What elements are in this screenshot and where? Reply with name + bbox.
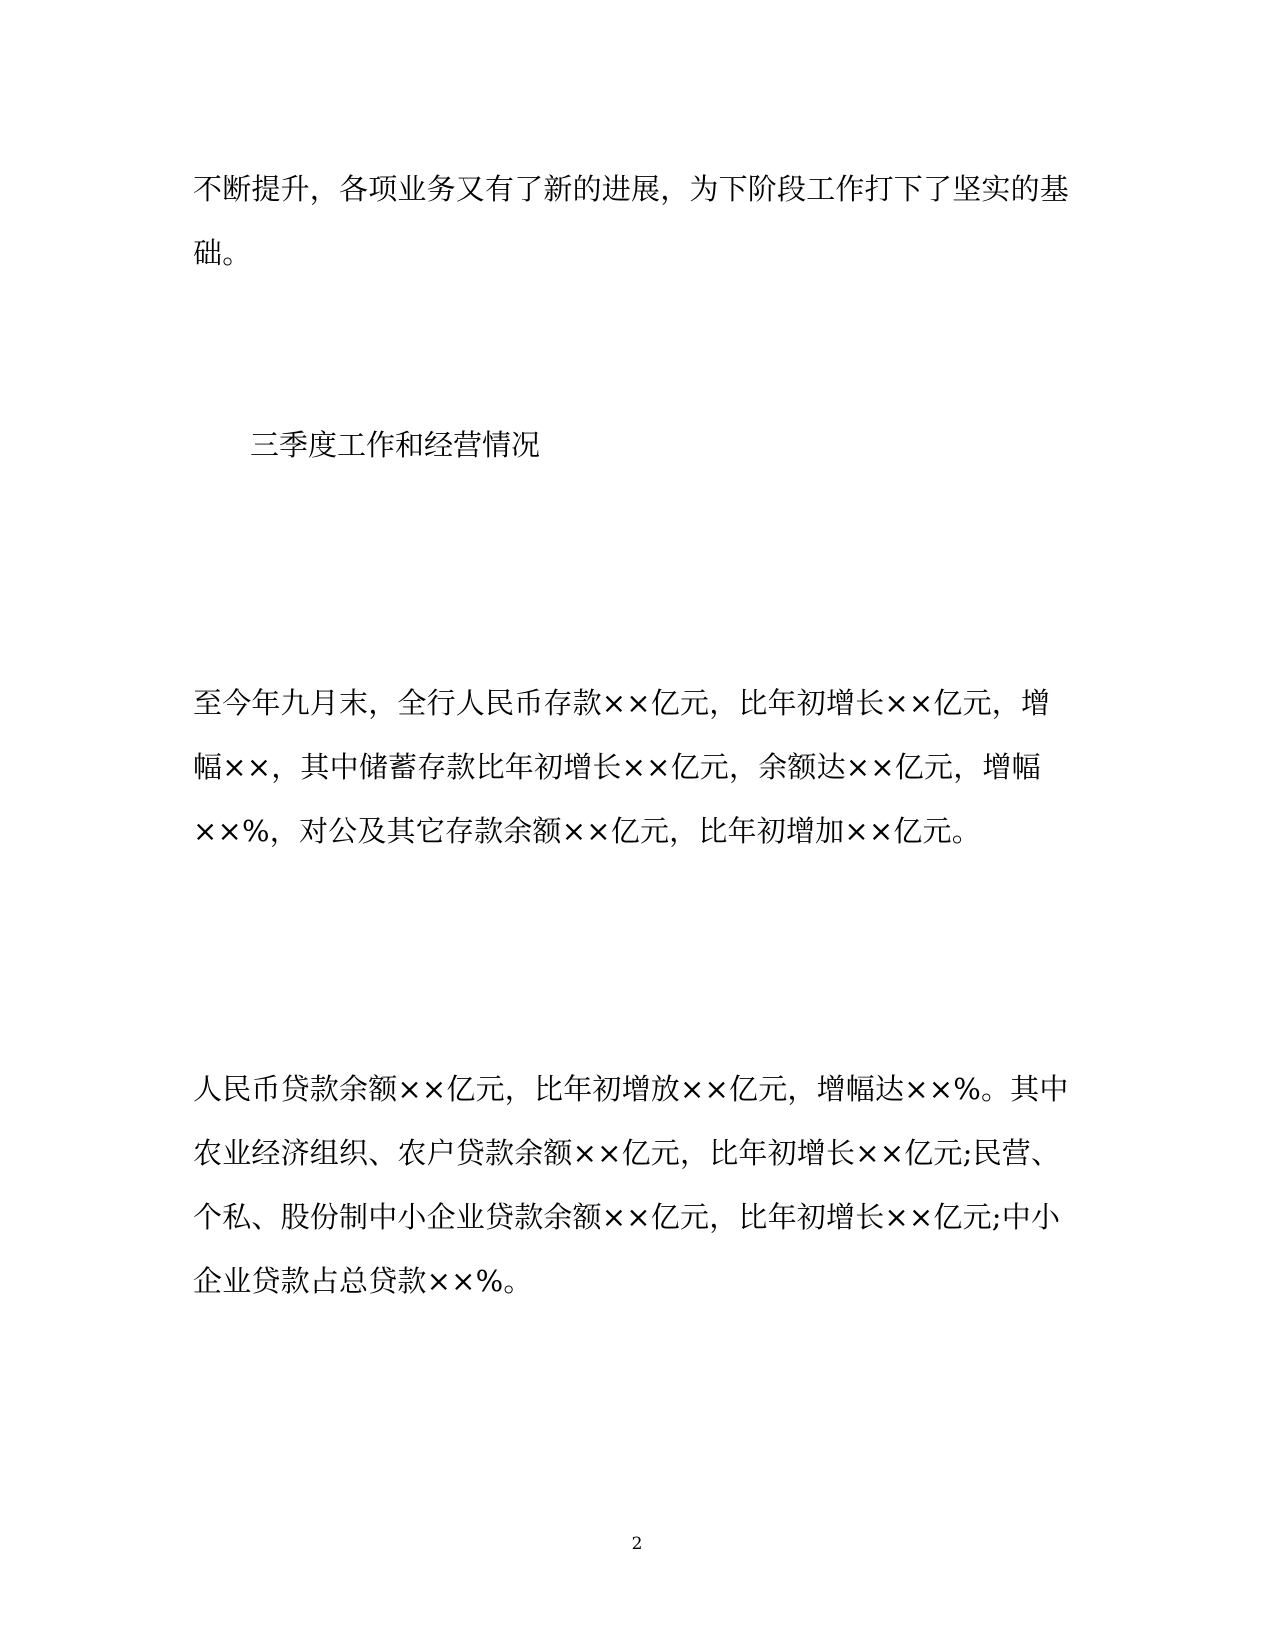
paragraph-line: ××%，对公及其它存款余额××亿元，比年初增加××亿元。 xyxy=(193,814,981,848)
paragraph-line: 不断提升，各项业务又有了新的进展，为下阶段工作打下了坚实的基 xyxy=(193,172,1070,206)
section-heading: 三季度工作和经营情况 xyxy=(250,428,541,462)
paragraph-line: 人民币贷款余额××亿元，比年初增放××亿元，增幅达××%。其中 xyxy=(193,1072,1069,1106)
paragraph-line: 幅××，其中储蓄存款比年初增长××亿元，余额达××亿元，增幅 xyxy=(193,750,1041,784)
paragraph-line: 企业贷款占总贷款××%。 xyxy=(193,1264,533,1298)
paragraph-line: 农业经济组织、农户贷款余额××亿元，比年初增长××亿元;民营、 xyxy=(193,1136,1061,1170)
paragraph-line: 个私、股份制中小企业贷款余额××亿元，比年初增长××亿元;中小 xyxy=(193,1200,1061,1234)
page-number: 2 xyxy=(631,1534,643,1554)
paragraph-line: 础。 xyxy=(193,236,252,270)
paragraph-line: 至今年九月末，全行人民币存款××亿元，比年初增长××亿元，增 xyxy=(193,686,1051,720)
